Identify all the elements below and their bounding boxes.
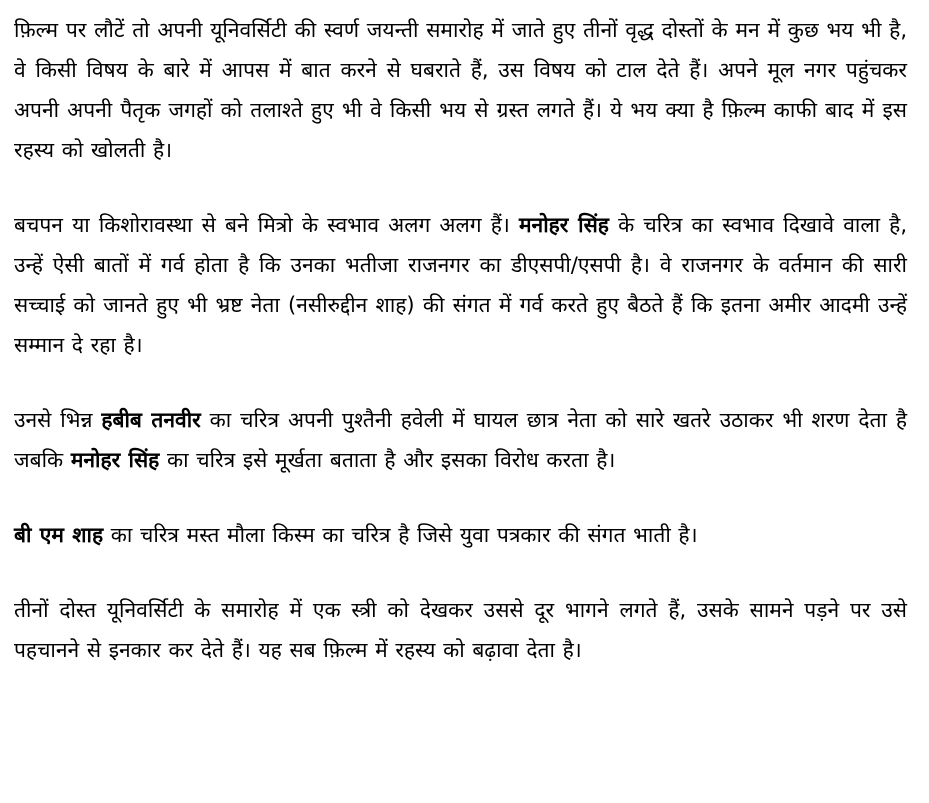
name-b-m-shah: बी एम शाह (14, 523, 104, 547)
name-manohar-singh-2: मनोहर सिंह (70, 448, 160, 472)
paragraph-2 (14, 205, 907, 365)
paragraph-4 (14, 515, 907, 555)
paragraph-1 (14, 10, 907, 170)
paragraph-2-text-end: के चरित्र का स्वभाव दिखावे वाला है, उन्हें ऐसी बातों में गर्व होता है कि उनका भतीजा राजनगर का डीएसपी/एसपी है। वे राजनगर के वर्तमान की सारी सच्चाई को जानते हुए भी भ्रष्ट नेता (नसीरुद्दीन शाह) की संगत में गर्व करते हुए बैठते हैं कि इतना अमीर आदमी उन्हें सम्मान दे रहा है। (14, 213, 907, 357)
name-manohar-singh: मनोहर सिंह (518, 213, 609, 237)
paragraph-2-text-start: बचपन या किशोरावस्था से बने मित्रो के स्वभाव अलग अलग हैं। (14, 213, 519, 237)
name-habib-tanvir: हबीब तनवीर (101, 408, 201, 432)
paragraph-4-text: का चरित्र मस्त मौला किस्म का चरित्र है जिसे युवा पत्रकार की संगत भाती है। (103, 523, 698, 547)
paragraph-3 (14, 400, 907, 480)
paragraph-5-text: तीनों दोस्त यूनिवर्सिटी के समारोह में एक स्त्री को देखकर उससे दूर भागने लगते हैं, उसके सामने पड़ने पर उसे पहचानने से इनकार कर देते हैं। यह सब फ़िल्म में रहस्य को बढ़ावा देता है। (14, 598, 907, 662)
paragraph-5 (14, 590, 907, 670)
paragraph-1-text: फ़िल्म पर लौटें तो अपनी यूनिवर्सिटी की स्वर्ण जयन्ती समारोह में जाते हुए तीनों वृद्ध दोस्तों के मन में कुछ भय भी है, वे किसी विषय के बारे में आपस में बात करने से घबराते हैं, उस विषय को टाल देते हैं। अपने मूल नगर पहुंचकर अपनी अपनी पैतृक जगहों को तलाश्ते हुए भी वे किसी भय से ग्रस्त लगते हैं। ये भय क्या है फ़िल्म काफी बाद में इस रहस्य को खोलती है। (14, 18, 907, 162)
paragraph-3-text-end: का चरित्र इसे मूर्खता बताता है और इसका विरोध करता है। (159, 448, 616, 472)
document-body (14, 10, 907, 670)
paragraph-3-text-start: उनसे भिन्न (14, 408, 102, 432)
paragraph-3-text-middle: का चरित्र अपनी पुश्तैनी हवेली में घायल छात्र नेता को सारे खतरे उठाकर भी शरण देता है जबकि (14, 408, 907, 472)
